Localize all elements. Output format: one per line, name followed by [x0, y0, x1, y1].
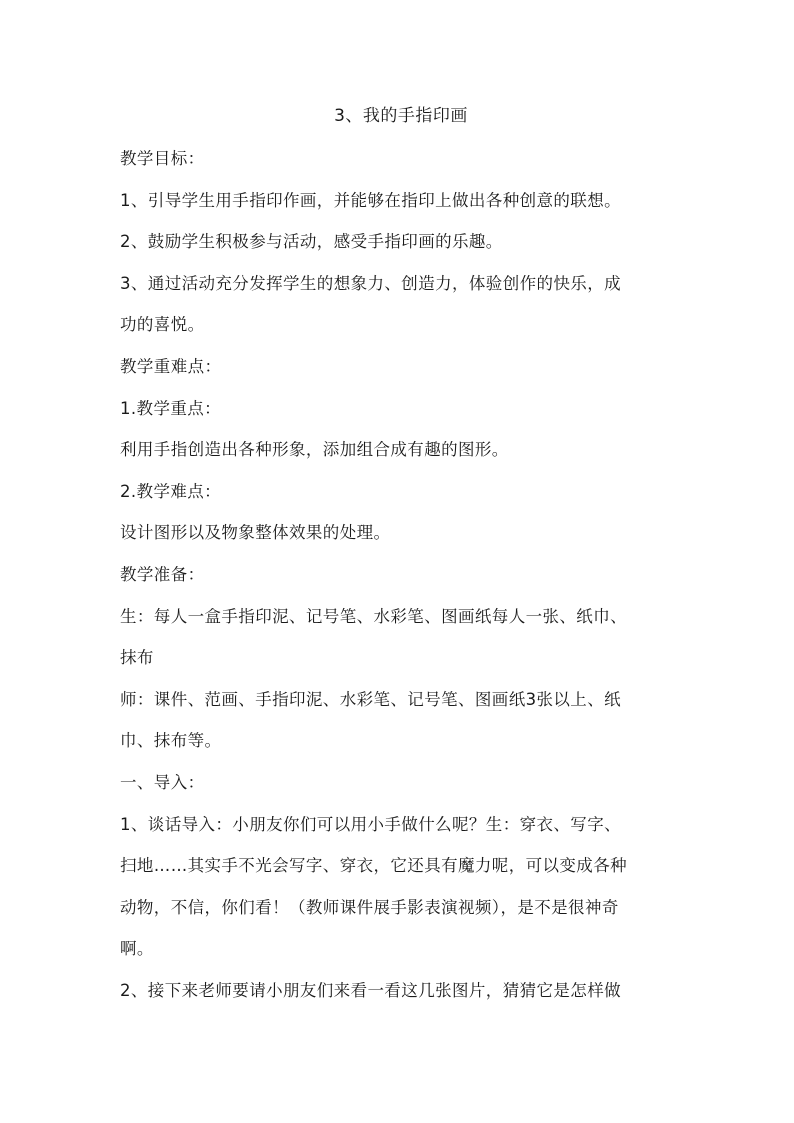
intro-step-1-continued: 啊。: [120, 939, 154, 959]
objective-item-3-continued: 功的喜悦。: [120, 315, 205, 335]
teacher-preparation: 师：课件、范画、手指印泥、水彩笔、记号笔、图画纸3张以上、纸: [120, 689, 621, 709]
student-preparation-continued: 抹布: [120, 648, 154, 668]
objective-item-2: 2、鼓励学生积极参与活动，感受手指印画的乐趣。: [120, 232, 503, 252]
subheading-difficulty: 2.教学难点：: [120, 481, 222, 501]
objective-item-3: 3、通过活动充分发挥学生的想象力、创造力，体验创作的快乐，成: [120, 273, 621, 293]
key-point-text: 利用手指创造出各种形象，添加组合成有趣的图形。: [120, 440, 509, 460]
document-title: 3、我的手指印画: [334, 106, 468, 126]
intro-step-1-continued: 扫地……其实手不光会写字、穿衣，它还具有魔力呢，可以变成各种: [120, 856, 627, 876]
intro-step-1: 1、谈话导入：小朋友你们可以用小手做什么呢？生：穿衣、写字、: [120, 814, 621, 834]
objective-item-1: 1、引导学生用手指印作画，并能够在指印上做出各种创意的联想。: [120, 190, 621, 210]
subheading-key-point: 1.教学重点：: [120, 398, 222, 418]
student-preparation: 生：每人一盒手指印泥、记号笔、水彩笔、图画纸每人一张、纸巾、: [120, 606, 627, 626]
difficulty-text: 设计图形以及物象整体效果的处理。: [120, 523, 391, 543]
intro-step-2: 2、接下来老师要请小朋友们来看一看这几张图片，猜猜它是怎样做: [120, 980, 621, 1000]
intro-step-1-continued: 动物，不信，你们看！（教师课件展手影表演视频），是不是很神奇: [120, 897, 619, 917]
section-heading-key-points: 教学重难点：: [120, 356, 222, 376]
section-heading-introduction: 一、导入：: [120, 772, 205, 792]
section-heading-preparation: 教学准备：: [120, 564, 205, 584]
document-body: [120, 144, 690, 1017]
teacher-preparation-continued: 巾、抹布等。: [120, 731, 222, 751]
section-heading-objectives: 教学目标：: [120, 149, 205, 168]
